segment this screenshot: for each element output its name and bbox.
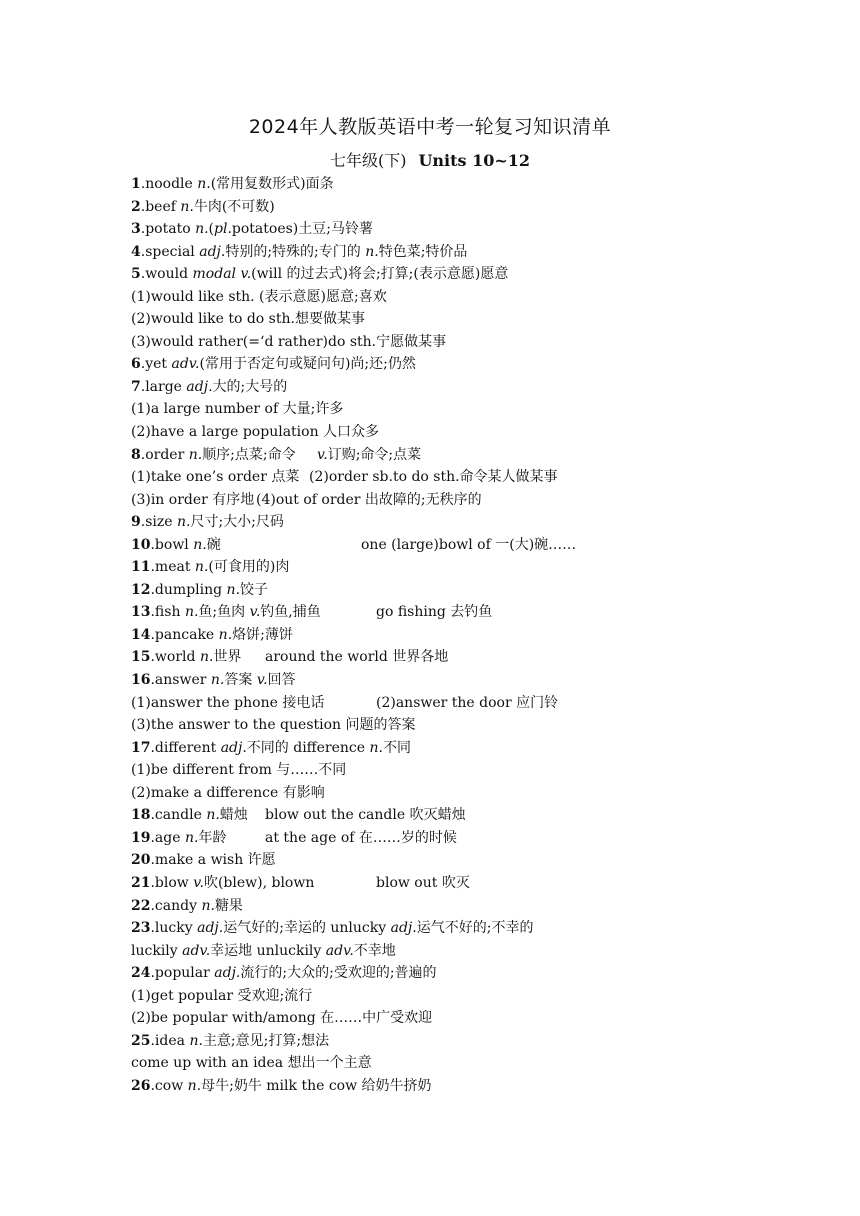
entry-number: 26 <box>131 1077 151 1094</box>
entry-text: 订购;命令;点菜 <box>327 446 422 463</box>
vocab-phrase <box>131 331 771 354</box>
vocab-phrase <box>131 421 771 444</box>
entry-number: 6 <box>131 356 141 373</box>
entry-text: 钓鱼,捕鱼 <box>260 604 321 621</box>
entry-number: 12 <box>131 581 151 598</box>
entry-text: 牛肉(不可数) <box>193 198 275 215</box>
entry-text: luckily <box>131 942 183 959</box>
entry-second-column <box>361 534 576 557</box>
entry-text: around the world 世界各地 <box>265 649 449 666</box>
entry-text: blow out 吹灭 <box>376 874 470 891</box>
entry-text: 吹(blew), blown <box>203 874 315 891</box>
vocab-entry <box>131 849 771 872</box>
entry-number: 3 <box>131 221 141 238</box>
entry-text: .dumpling <box>150 581 227 598</box>
units-label: Units 10~12 <box>418 151 531 170</box>
vocab-phrase <box>131 1007 771 1030</box>
entry-text: .potato <box>140 221 196 238</box>
entry-text: 尺寸;大小;尺码 <box>190 514 284 531</box>
entry-text: .large <box>140 378 187 395</box>
entry-text: 糖果 <box>214 897 243 914</box>
entry-text: 主意;意见;打算;想法 <box>202 1032 330 1049</box>
entry-text: (1)answer the phone 接电话 <box>131 694 325 711</box>
vocab-entry <box>131 1030 771 1053</box>
entry-text: .candle <box>150 807 207 824</box>
entry-number: 21 <box>131 874 151 891</box>
entry-text: 答案 <box>224 672 257 689</box>
entry-text: (2)have a large population 人口众多 <box>131 424 380 441</box>
vocab-entry <box>131 872 771 895</box>
entry-text: 不同的 difference <box>246 739 370 756</box>
entry-text: 特色菜;特价品 <box>378 243 468 260</box>
entry-text: (1)be different from 与……不同 <box>131 762 347 779</box>
vocab-entry <box>131 962 771 985</box>
part-of-speech: n. <box>197 176 211 192</box>
entry-text: .beef <box>140 198 181 215</box>
entry-text: (1)a large number of 大量;许多 <box>131 401 344 418</box>
part-of-speech: pl. <box>214 221 232 238</box>
entry-text: .candy <box>150 897 202 914</box>
entry-text: (2)order sb.to do sth.命令某人做某事 <box>309 469 558 486</box>
part-of-speech: n. <box>226 581 241 598</box>
entry-number: 25 <box>131 1032 151 1049</box>
entry-text: .fish <box>150 604 185 621</box>
vocab-entry <box>131 804 771 827</box>
vocab-phrase <box>131 714 771 737</box>
entry-number: 15 <box>131 649 151 666</box>
entry-second-column <box>265 827 457 850</box>
entry-number: 2 <box>131 198 141 215</box>
vocab-entry <box>131 556 771 579</box>
entry-text: 运气好的;幸运的 unlucky <box>223 920 391 937</box>
entry-text: (常用复数形式)面条 <box>210 176 334 192</box>
part-of-speech: n. <box>194 559 209 576</box>
vocab-phrase <box>131 398 771 421</box>
part-of-speech: adj. <box>197 920 224 937</box>
part-of-speech: v. <box>249 604 261 621</box>
entry-text: (will 的过去式)将会;打算;(表示意愿)愿意 <box>251 266 509 283</box>
vocab-entry <box>131 601 771 624</box>
part-of-speech: n. <box>184 604 199 621</box>
entry-text: (3)in order 有序地 <box>131 491 255 508</box>
entry-text: 不幸地 <box>353 942 396 959</box>
entry-number: 18 <box>131 807 151 824</box>
entry-text: 烙饼;薄饼 <box>232 626 293 643</box>
entry-text: one (large)bowl of 一(大)碗…… <box>361 536 577 553</box>
page-subtitle <box>0 150 860 172</box>
entry-text: potatoes)土豆;马铃薯 <box>231 221 373 238</box>
entry-number: 16 <box>131 672 151 689</box>
entry-second-column <box>376 601 492 624</box>
part-of-speech: n. <box>201 897 215 914</box>
vocab-entry <box>131 579 771 602</box>
entry-text: 年龄 <box>198 829 227 846</box>
page-title: 2024年人教版英语中考一轮复习知识清单 <box>248 116 612 138</box>
entry-text: .world <box>150 649 200 666</box>
vocab-phrase <box>131 759 771 782</box>
entry-number: 7 <box>131 378 141 395</box>
entry-text: (1)would like sth. (表示意愿)愿意;喜欢 <box>131 288 387 305</box>
part-of-speech: n. <box>189 1032 203 1049</box>
entry-text: (2)answer the door 应门铃 <box>376 694 559 711</box>
entry-text: .make a wish 许愿 <box>150 852 276 869</box>
entry-text: come up with an idea 想出一个主意 <box>131 1055 372 1072</box>
part-of-speech: n. <box>210 672 225 689</box>
vocab-entry <box>131 624 771 647</box>
vocab-entry <box>131 1075 771 1098</box>
part-of-speech: v. <box>193 874 204 891</box>
vocab-entry <box>131 511 771 534</box>
entry-number: 10 <box>131 536 151 553</box>
entry-text: .different <box>150 739 221 756</box>
entry-text: .answer <box>150 672 211 689</box>
entry-text: 大的;大号的 <box>212 378 288 395</box>
entry-text: (1)get popular 受欢迎;流行 <box>131 987 313 1004</box>
vocab-entry <box>131 196 771 219</box>
part-of-speech: adj. <box>220 739 247 756</box>
vocab-entry <box>131 917 771 940</box>
part-of-speech: v. <box>256 672 268 689</box>
vocab-entry <box>131 241 771 264</box>
vocab-entry <box>131 895 771 918</box>
entry-text: .order <box>140 446 189 463</box>
entry-number: 5 <box>131 266 141 283</box>
entry-text: 不同 <box>382 739 411 756</box>
vocab-entry <box>131 218 771 241</box>
part-of-speech: n. <box>206 807 220 824</box>
entry-text: 运气不好的;不幸的 <box>416 920 534 937</box>
entry-text: 碗 <box>206 536 221 553</box>
part-of-speech: n. <box>188 446 203 463</box>
vocab-phrase <box>131 466 771 489</box>
vocab-entry <box>131 827 771 850</box>
entry-number: 23 <box>131 920 151 937</box>
entry-text: 鱼;鱼肉 <box>198 604 250 621</box>
grade-label: 七年级(下) <box>329 151 407 170</box>
entry-number: 24 <box>131 965 151 982</box>
part-of-speech: n. <box>180 198 194 215</box>
part-of-speech: adj. <box>186 378 213 395</box>
entry-text: .yet <box>140 356 172 373</box>
part-of-speech: n. <box>193 536 207 553</box>
entry-second-column <box>309 466 558 489</box>
entry-text: (2)would like to do sth.想要做某事 <box>131 311 365 328</box>
part-of-speech: n. <box>187 1077 202 1094</box>
part-of-speech: n. <box>195 221 209 238</box>
vocab-phrase <box>131 940 771 963</box>
entry-text: .cow <box>150 1077 188 1094</box>
entry-second-column <box>265 646 448 669</box>
entry-second-column <box>317 444 421 467</box>
entry-text: (可食用的)肉 <box>208 559 290 576</box>
entry-number: 20 <box>131 852 151 869</box>
vocab-entry <box>131 263 771 286</box>
entry-text: .meat <box>150 559 195 576</box>
entry-text: (2)make a difference 有影响 <box>131 784 325 801</box>
entry-text: .size <box>140 514 177 531</box>
entry-number: 17 <box>131 739 151 756</box>
entry-second-column <box>376 692 558 715</box>
vocab-entry <box>131 669 771 692</box>
part-of-speech: n. <box>184 829 199 846</box>
entry-text: .would <box>140 266 193 283</box>
entry-text: .lucky <box>150 920 198 937</box>
entry-text: 饺子 <box>240 581 269 598</box>
entry-second-column <box>256 489 482 512</box>
entry-text: (2)be popular with/among 在……中广受欢迎 <box>131 1010 433 1027</box>
entry-text: .idea <box>150 1032 190 1049</box>
entry-text: 特别的;特殊的;专门的 <box>225 243 366 260</box>
part-of-speech: modal v. <box>192 266 252 283</box>
entry-text: (3)the answer to the question 问题的答案 <box>131 717 416 734</box>
entry-text: (3)would rather(=‘d rather)do sth.宁愿做某事 <box>131 333 447 350</box>
entry-text: 母牛;奶牛 milk the cow 给奶牛挤奶 <box>201 1077 432 1094</box>
part-of-speech: adv. <box>182 942 211 959</box>
entry-text: (常用于否定句或疑问句)尚;还;仍然 <box>199 356 416 373</box>
entry-text: go fishing 去钓鱼 <box>376 604 493 621</box>
part-of-speech: n. <box>176 514 191 531</box>
entry-text: 蜡烛 <box>219 807 248 824</box>
entry-number: 11 <box>131 559 151 576</box>
vocab-phrase <box>131 286 771 309</box>
entry-text: .popular <box>150 965 215 982</box>
entry-number: 14 <box>131 626 151 643</box>
entry-text: .age <box>150 829 185 846</box>
entry-text: .noodle <box>140 176 198 192</box>
part-of-speech: adv. <box>325 942 354 959</box>
entry-second-column <box>265 804 466 827</box>
part-of-speech: adj. <box>390 920 417 937</box>
vocab-entry <box>131 646 771 669</box>
entry-number: 4 <box>131 243 141 260</box>
entry-number: 22 <box>131 897 151 914</box>
entry-text: blow out the candle 吹灭蜡烛 <box>265 807 466 824</box>
vocab-entry <box>131 737 771 760</box>
part-of-speech: adj. <box>214 965 241 982</box>
part-of-speech: adv. <box>171 356 200 373</box>
entry-second-column <box>376 872 470 895</box>
part-of-speech: n. <box>199 649 214 666</box>
vocab-entry <box>131 173 771 196</box>
vocab-phrase <box>131 985 771 1008</box>
entry-text: 回答 <box>267 672 296 689</box>
vocab-phrase <box>131 308 771 331</box>
entry-text: .blow <box>150 874 194 891</box>
vocab-entry <box>131 376 771 399</box>
vocab-phrase <box>131 782 771 805</box>
vocab-phrase <box>131 489 771 512</box>
vocab-entry <box>131 534 771 557</box>
part-of-speech: n. <box>369 739 383 756</box>
entry-text: .special <box>140 243 200 260</box>
entry-text: (4)out of order 出故障的;无秩序的 <box>256 491 482 508</box>
entry-number: 9 <box>131 514 141 531</box>
entry-text: 流行的;大众的;受欢迎的;普遍的 <box>240 965 437 982</box>
entry-text: ( <box>208 221 215 238</box>
entry-number: 19 <box>131 829 151 846</box>
vocab-entry <box>131 444 771 467</box>
vocab-phrase <box>131 692 771 715</box>
entry-number: 1 <box>131 176 141 192</box>
part-of-speech: n. <box>218 626 233 643</box>
part-of-speech: adj. <box>199 243 226 260</box>
part-of-speech: n. <box>365 243 379 260</box>
entry-text: at the age of 在……岁的时候 <box>265 829 457 846</box>
entry-text: 顺序;点菜;命令 <box>202 446 296 463</box>
entry-text: (1)take one’s order 点菜 <box>131 469 300 486</box>
entry-text: 世界 <box>213 649 242 666</box>
part-of-speech: v. <box>317 446 328 463</box>
entry-text: .bowl <box>150 536 194 553</box>
vocab-phrase <box>131 1052 771 1075</box>
vocab-entry <box>131 353 771 376</box>
vocabulary-list <box>131 173 771 1097</box>
entry-text: 幸运地 unluckily <box>210 942 326 959</box>
entry-number: 8 <box>131 446 141 463</box>
entry-number: 13 <box>131 604 151 621</box>
entry-text: .pancake <box>150 626 219 643</box>
